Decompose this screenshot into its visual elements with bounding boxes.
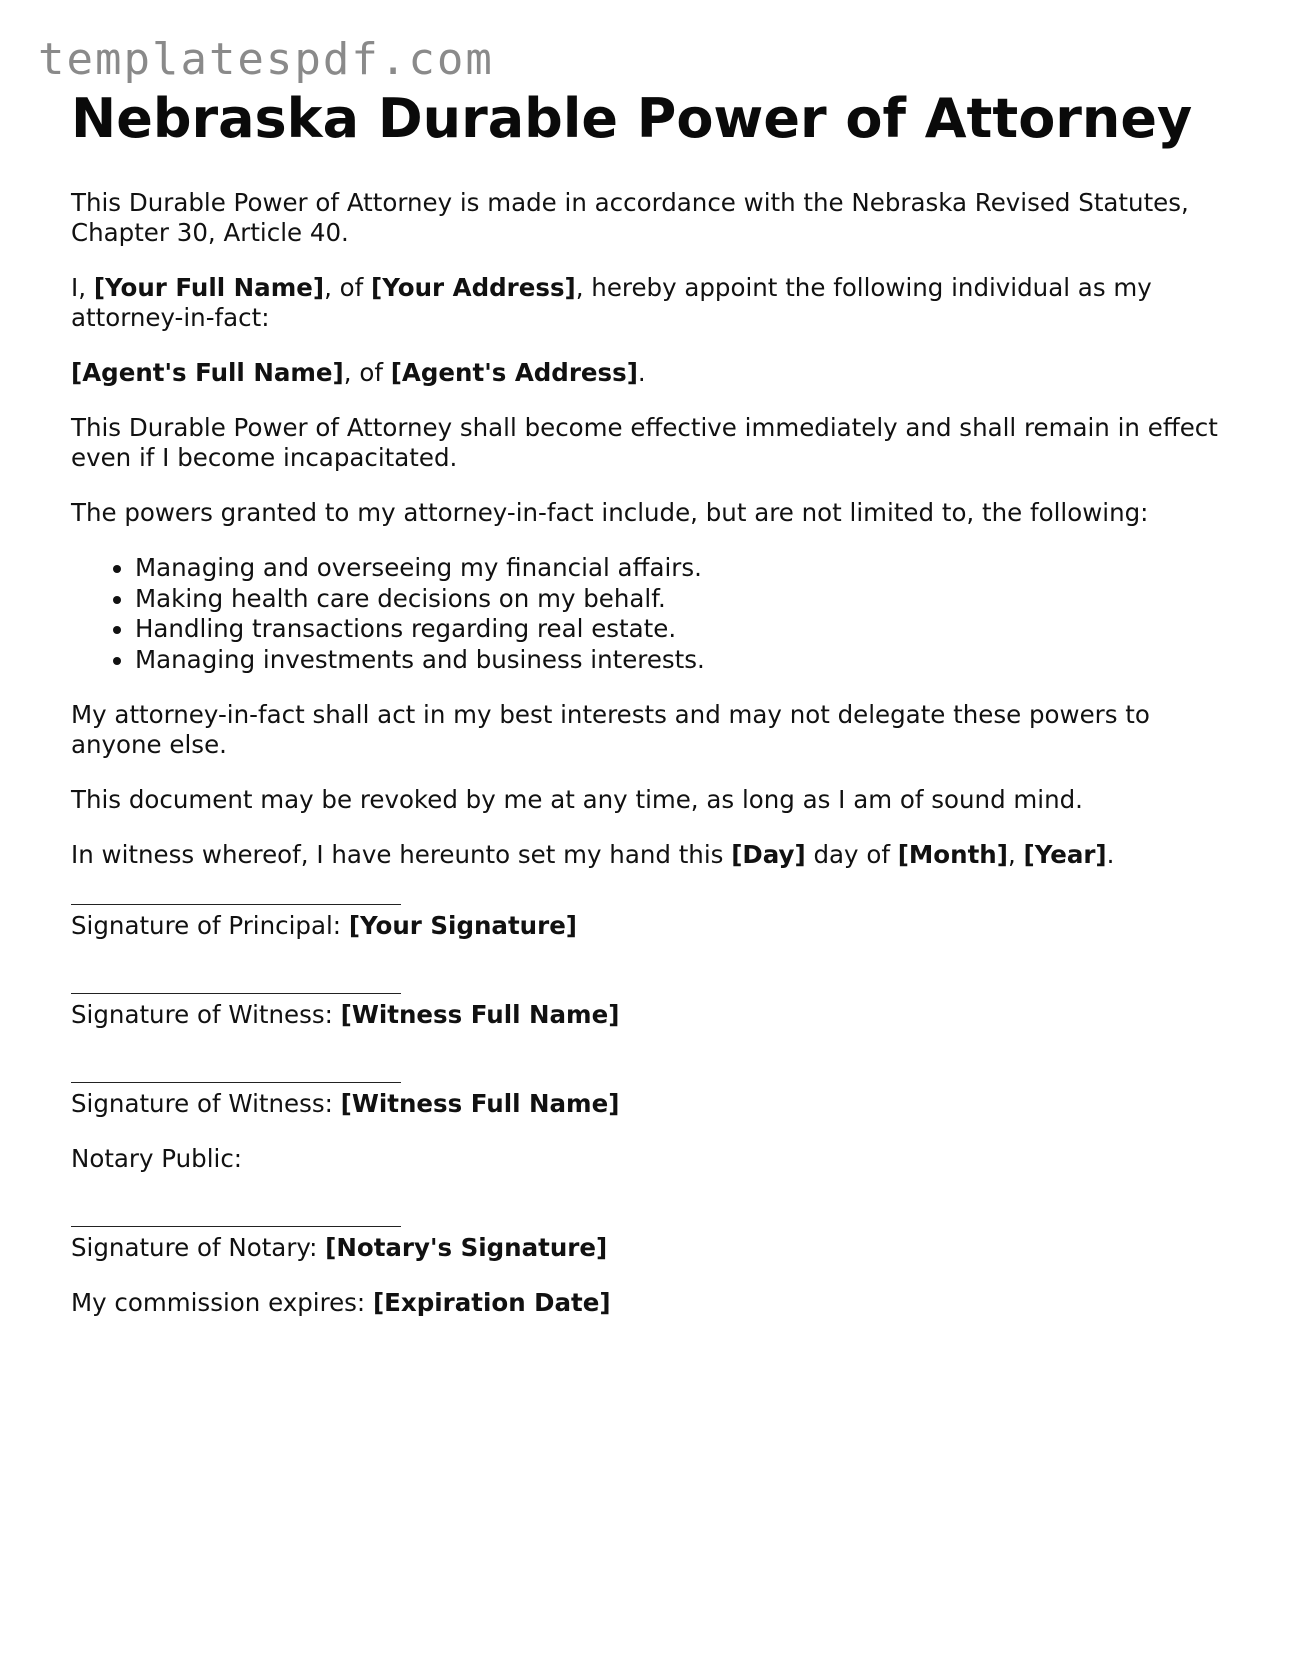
commission-expires-caption: My commission expires:: [71, 1288, 373, 1318]
notary-public-heading: Notary Public:: [71, 1144, 243, 1174]
agent-end: .: [637, 358, 646, 388]
watermark: templatespdf.com: [38, 34, 494, 85]
effective-paragraph: This Durable Power of Attorney shall become effective immediately and shall remain in effect even if I become incapacitated.: [71, 413, 1218, 473]
witness-clause-comma: ,: [1007, 840, 1024, 870]
expiration-date-placeholder: [Expiration Date]: [372, 1288, 611, 1318]
list-item: • Managing investments and business interests.: [135, 645, 1231, 676]
document-title: Nebraska Durable Power of Attorney: [71, 87, 1193, 150]
day-placeholder: [Day]: [731, 840, 806, 870]
witness1-signature-caption: Signature of Witness:: [71, 1000, 341, 1030]
best-interests-paragraph: My attorney-in-fact shall act in my best interests and may not delegate these powers to anyone else.: [71, 700, 1150, 760]
principal-signature-label: [71, 911, 1231, 941]
notary-signature-label: [71, 1233, 1231, 1263]
list-item: • Handling transactions regarding real estate.: [135, 614, 1231, 645]
list-item: • Managing and overseeing my financial affairs.: [135, 553, 1231, 584]
witness2-name-placeholder: [Witness Full Name]: [340, 1089, 620, 1119]
agent-of: , of: [343, 358, 391, 388]
year-placeholder: [Year]: [1023, 840, 1107, 870]
notary-signature-placeholder: [Notary's Signature]: [325, 1233, 608, 1263]
principal-signature-caption: Signature of Principal:: [71, 911, 349, 941]
witness1-signature-block: [71, 993, 1231, 1030]
appointment-of: , of: [324, 273, 372, 303]
appointment-prefix: I,: [71, 273, 94, 303]
witness-clause-end: .: [1106, 840, 1115, 870]
witness-clause-mid: day of: [805, 840, 898, 870]
witness2-signature-caption: Signature of Witness:: [71, 1089, 341, 1119]
witness-clause-paragraph: [71, 840, 1231, 870]
witness-clause-prefix: In witness whereof, I have hereunto set my hand this: [71, 840, 732, 870]
notary-signature-caption: Signature of Notary:: [71, 1233, 326, 1263]
agent-paragraph: [71, 358, 1231, 388]
powers-list: [71, 553, 1231, 675]
intro-paragraph: This Durable Power of Attorney is made in accordance with the Nebraska Revised Statutes, Chapter 30, Article 40.: [71, 188, 1189, 248]
notary-signature-line[interactable]: [71, 1226, 401, 1227]
principal-signature-line[interactable]: [71, 904, 401, 905]
powers-intro-paragraph: The powers granted to my attorney-in-fact include, but are not limited to, the following:: [71, 498, 1149, 528]
revocation-paragraph: This document may be revoked by me at any time, as long as I am of sound mind.: [71, 785, 1083, 815]
witness2-signature-line[interactable]: [71, 1082, 401, 1083]
commission-expires-line: [71, 1288, 1231, 1318]
notary-signature-block: [71, 1226, 1231, 1263]
month-placeholder: [Month]: [897, 840, 1008, 870]
principal-address-placeholder: [Your Address]: [371, 273, 576, 303]
document-body: [71, 88, 1231, 1318]
principal-signature-placeholder: [Your Signature]: [348, 911, 578, 941]
agent-address-placeholder: [Agent's Address]: [390, 358, 638, 388]
list-item: • Making health care decisions on my behalf.: [135, 584, 1231, 615]
appointment-paragraph: [71, 273, 1231, 333]
principal-name-placeholder: [Your Full Name]: [93, 273, 325, 303]
principal-signature-block: [71, 904, 1231, 941]
witness2-signature-label: [71, 1089, 1231, 1119]
appointment-suffix: , hereby appoint the following individual as my attorney-in-fact:: [71, 273, 1152, 333]
agent-name-placeholder: [Agent's Full Name]: [71, 358, 344, 388]
witness1-signature-label: [71, 1000, 1231, 1030]
witness2-signature-block: [71, 1082, 1231, 1119]
witness1-name-placeholder: [Witness Full Name]: [340, 1000, 620, 1030]
witness1-signature-line[interactable]: [71, 993, 401, 994]
